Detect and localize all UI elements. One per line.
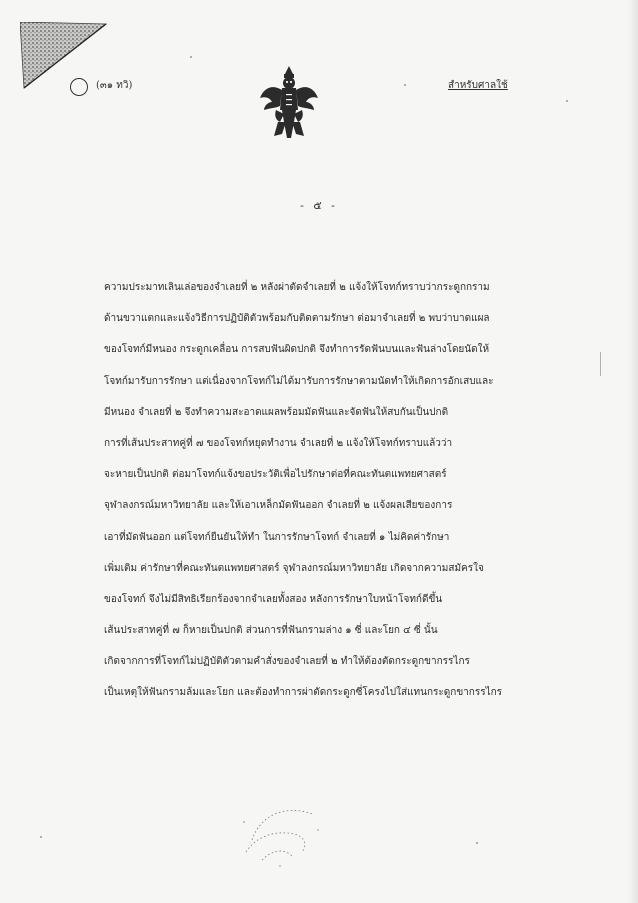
body-text	[104, 272, 528, 709]
body-line: ของโจทก์มีหนอง กระดูกเคลื่อน การสบฟันผิดปกติ จึงทำการรัดฟันบนและฟันล่างโดยนัดให้	[104, 344, 490, 356]
garuda-emblem-icon	[258, 64, 320, 140]
body-line: โจทก์มารับการรักษา แต่เนื่องจากโจทก์ไม่ได้มารับการรักษาตามนัดทำให้เกิดการอักเสบและ	[104, 375, 494, 387]
dust-speck	[40, 836, 42, 838]
body-line: ของโจทก์ จึงไม่มีสิทธิเรียกร้องจากจำเลยทั้งสอง หลังการรักษาใบหน้าโจทก์ดีขึ้น	[104, 593, 443, 605]
body-line: มีหนอง จำเลยที่ ๒ จึงทำความสะอาดแผลพร้อมมัดฟันและจัดฟันให้สบกันเป็นปกติ	[104, 406, 449, 418]
form-code: (๓๑ ทวิ)	[96, 80, 133, 91]
body-line: ด้านขวาแตกและแจ้งวิธีการปฏิบัติตัวพร้อมกับติดตามรักษา ต่อมาจำเลยที่ ๒ พบว่าบาดแผล	[104, 313, 490, 325]
body-line: การที่เส้นประสาทคู่ที่ ๗ ของโจทก์หยุดทำงาน จำเลยที่ ๒ แจ้งให้โจทก์ทราบแล้วว่า	[104, 437, 453, 449]
page-number: - ๕ -	[300, 199, 338, 212]
body-line: เส้นประสาทคู่ที่ ๗ ก็หายเป็นปกติ ส่วนการที่ฟันกรามล่าง ๑ ซี่ และโยก ๔ ซี่ นั้น	[104, 625, 438, 637]
page-edge-shadow	[628, 0, 638, 903]
dust-speck	[476, 842, 478, 844]
body-line: เอาที่มัดฟันออก แต่โจทก์ยืนยันให้ทำ ในการรักษาโจทก์ จำเลยที่ ๑ ไม่คิดค่ารักษา	[104, 531, 450, 543]
body-line: ความประมาทเลินเล่อของจำเลยที่ ๒ หลังผ่าตัดจำเลยที่ ๒ แจ้งให้โจทก์ทราบว่ากระดูกกราม	[104, 282, 490, 293]
dust-speck	[190, 56, 192, 58]
margin-mark	[600, 352, 601, 376]
body-line: จะหายเป็นปกติ ต่อมาโจทก์แจ้งขอประวัติเพื่อไปรักษาต่อที่คณะทันตแพทยศาสตร์	[104, 469, 447, 481]
signature-mark	[232, 800, 332, 870]
body-line: เกิดจากการที่โจทก์ไม่ปฏิบัติตัวตามคำสั่งของจำเลยที่ ๒ ทำให้ต้องตัดกระดูกขากรรไกร	[104, 656, 470, 668]
punch-hole-icon	[70, 78, 88, 96]
dust-speck	[566, 100, 568, 102]
court-use-label: สำหรับศาลใช้	[448, 80, 508, 91]
body-line: จุฬาลงกรณ์มหาวิทยาลัย และให้เอาเหล็กมัดฟันออก จำเลยที่ ๒ แจ้งผลเสียของการ	[104, 500, 453, 512]
dust-speck	[404, 84, 406, 86]
body-line: เป็นเหตุให้ฟันกรามล้มและโยก และต้องทำการผ่าตัดกระดูกซี่โครงไปใส่แทนกระดูกขากรรไกร	[104, 687, 503, 699]
body-line: เพิ่มเติม ค่ารักษาที่คณะทันตแพทยศาสตร์ จุฬาลงกรณ์มหาวิทยาลัย เกิดจากความสมัครใจ	[104, 562, 484, 574]
